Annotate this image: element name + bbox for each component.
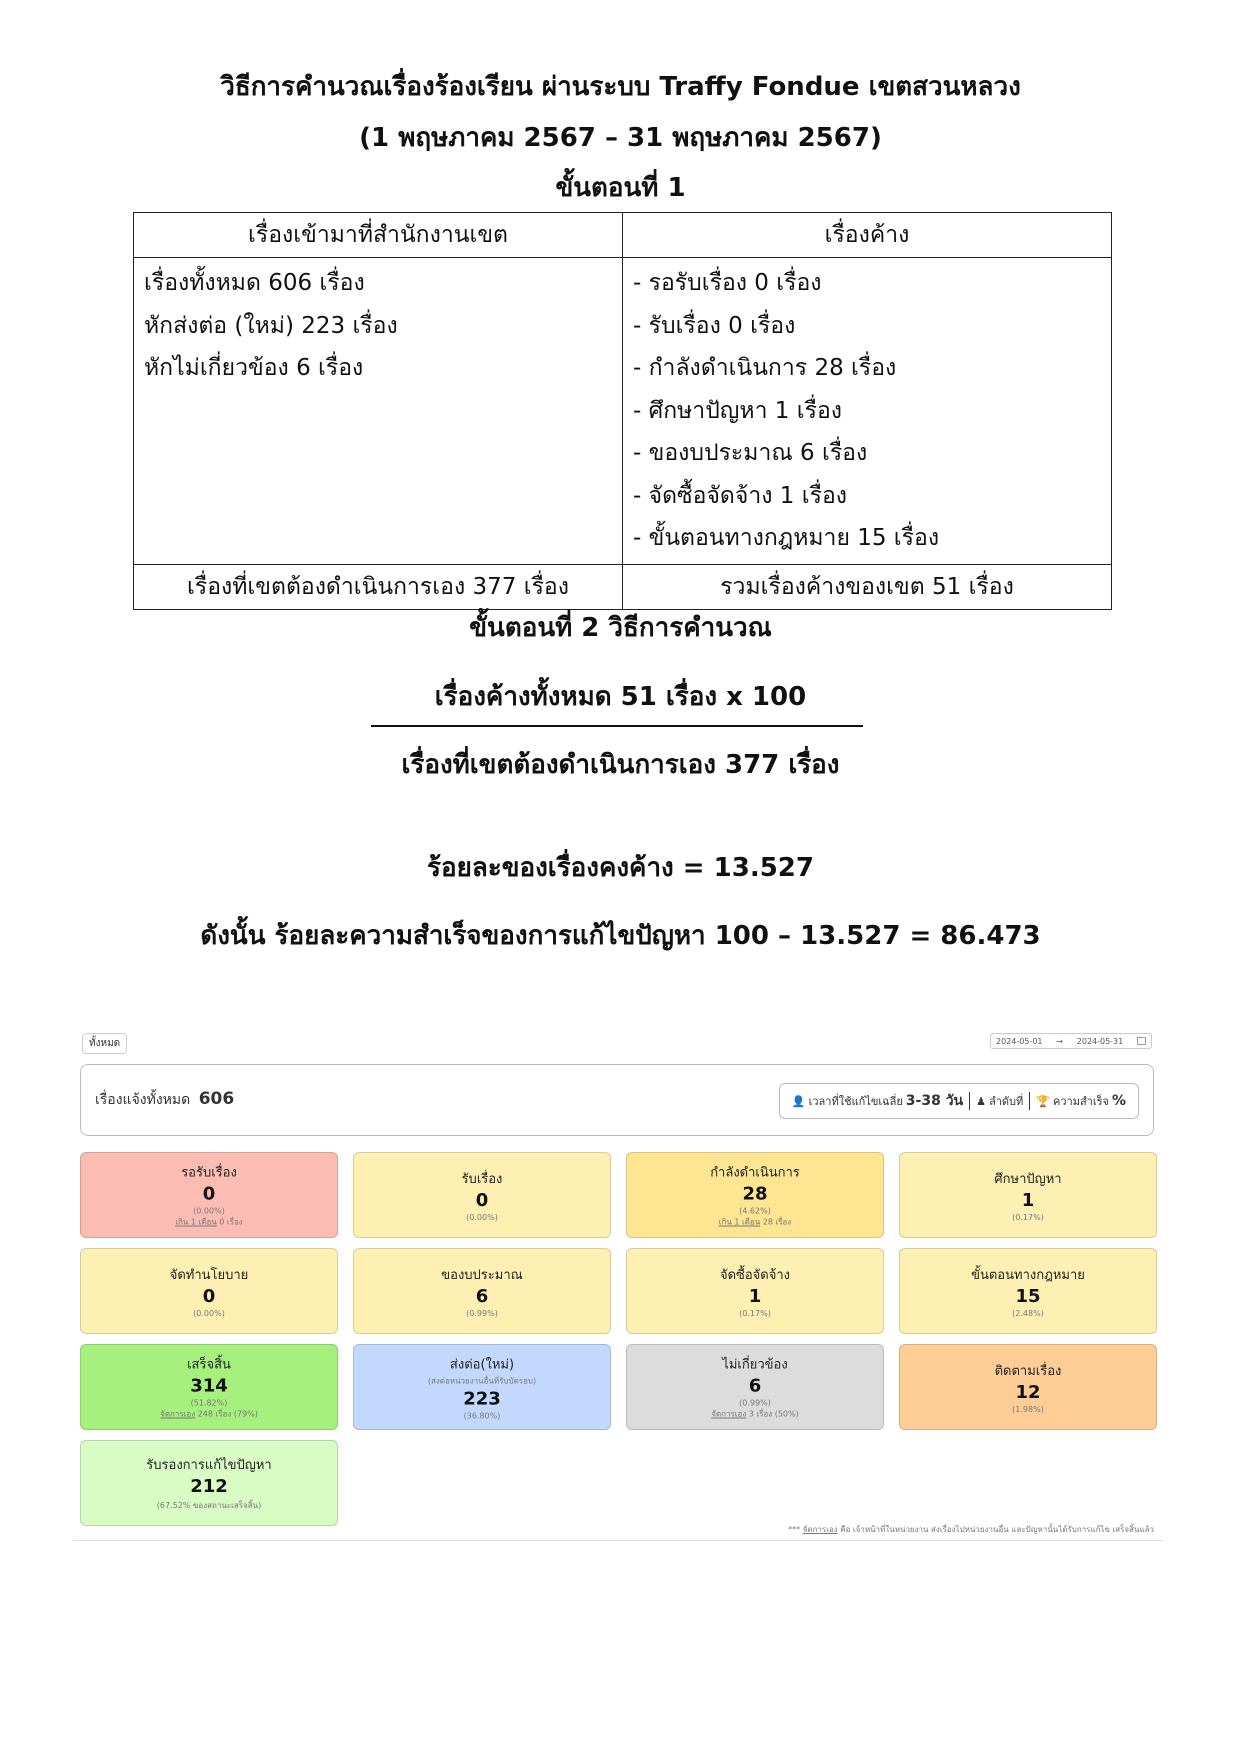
total-reports xyxy=(95,1089,234,1111)
card-sub-count: 3 เรื่อง (50%) xyxy=(748,1409,799,1419)
card-value: 28 xyxy=(742,1183,768,1205)
card-value: 6 xyxy=(748,1375,762,1397)
status-card[interactable] xyxy=(899,1152,1157,1238)
card-title: จัดซื้อจัดจ้าง xyxy=(719,1268,790,1283)
card-title: รับเรื่อง xyxy=(461,1172,503,1187)
card-title: ติดตามเรื่อง xyxy=(994,1364,1062,1379)
card-percent: (1.98%) xyxy=(1012,1405,1044,1414)
card-title: ขั้นตอนทางกฎหมาย xyxy=(971,1268,1085,1283)
card-sub-link[interactable]: เกิน 1 เดือน xyxy=(718,1217,761,1227)
date-from: 2024-05-01 xyxy=(996,1036,1043,1046)
date-separator: → xyxy=(1056,1036,1063,1046)
total-label: เรื่องแจ้งทั้งหมด xyxy=(95,1092,191,1108)
card-sub-count: 248 เรื่อง (79%) xyxy=(197,1409,258,1419)
status-card[interactable] xyxy=(80,1440,338,1526)
card-value: 15 xyxy=(1015,1286,1041,1307)
pending-line: - รับเรื่อง 0 เรื่อง xyxy=(633,312,796,339)
status-card[interactable] xyxy=(80,1344,338,1430)
card-value: 223 xyxy=(463,1388,501,1410)
card-note: (ส่งต่อหน่วยงานอื่นที่รับบัตรอบ) xyxy=(427,1376,537,1386)
card-title: จัดทำนโยบาย xyxy=(169,1268,249,1283)
card-content xyxy=(627,1354,883,1421)
card-value: 0 xyxy=(202,1183,216,1205)
card-percent: (4.62%) xyxy=(739,1206,771,1216)
card-title: เสร็จสิ้น xyxy=(187,1357,231,1373)
status-card[interactable] xyxy=(899,1344,1157,1430)
avg-time-value: 3-38 วัน xyxy=(905,1093,964,1109)
status-card[interactable] xyxy=(626,1248,884,1334)
pending-cell xyxy=(623,258,1112,565)
footnote-link[interactable]: จัดการเอง xyxy=(802,1525,838,1534)
status-card[interactable] xyxy=(353,1248,611,1334)
card-title: ของบประมาณ xyxy=(441,1268,523,1283)
status-card[interactable] xyxy=(353,1344,611,1430)
status-card[interactable] xyxy=(626,1344,884,1430)
card-title: ไม่เกี่ยวข้อง xyxy=(722,1357,788,1373)
card-value: 212 xyxy=(190,1476,228,1497)
card-sub-count: 0 เรื่อง xyxy=(219,1217,243,1227)
status-card[interactable] xyxy=(80,1152,338,1238)
pending-line: - กำลังดำเนินการ 28 เรื่อง xyxy=(633,355,897,381)
calendar-icon xyxy=(1137,1037,1146,1045)
footnote-text: คือ เจ้าหน้าที่ในหน่วยงาน ส่งเรื่องไปหน่วยงานอื่น และปัญหานั้นได้รับการแก้ไข เสร็จสิ้นแล้ว xyxy=(840,1525,1154,1534)
user-icon: 👤 xyxy=(791,1094,806,1108)
date-range-picker[interactable] xyxy=(990,1033,1152,1049)
card-title: ส่งต่อ(ใหม่) xyxy=(449,1357,515,1373)
success-metric xyxy=(1029,1092,1132,1110)
incoming-line: เรื่องทั้งหมด 606 เรื่อง xyxy=(144,270,365,296)
step1-table xyxy=(133,212,1112,610)
card-content xyxy=(627,1264,883,1318)
success-value: % xyxy=(1111,1093,1126,1109)
card-subtext xyxy=(627,1408,883,1421)
card-percent: (36.80%) xyxy=(463,1411,501,1421)
card-value: 1 xyxy=(1021,1190,1035,1211)
dashboard-screenshot xyxy=(78,1030,1158,1550)
card-content xyxy=(900,1360,1156,1414)
card-percent: (0.00%) xyxy=(193,1309,225,1318)
card-sub-link[interactable]: เกิน 1 เดือน xyxy=(175,1217,217,1227)
card-sub-count: 28 เรื่อง xyxy=(762,1217,792,1227)
card-value: 314 xyxy=(190,1375,228,1397)
card-content xyxy=(627,1162,883,1229)
divider xyxy=(73,1540,1163,1541)
card-value: 0 xyxy=(202,1286,216,1307)
summary-bar xyxy=(80,1064,1154,1136)
pending-line: - ศึกษาปัญหา 1 เรื่อง xyxy=(633,397,842,424)
rank-icon: ♟ xyxy=(976,1094,986,1108)
card-content xyxy=(900,1168,1156,1222)
card-value: 0 xyxy=(475,1190,489,1211)
self-handled-total: เรื่องที่เขตต้องดำเนินการเอง 377 เรื่อง xyxy=(134,564,623,609)
card-value: 12 xyxy=(1015,1382,1041,1403)
card-content xyxy=(354,1168,610,1222)
rank-label: ลำดับที่ xyxy=(989,1095,1024,1108)
incoming-cell xyxy=(134,258,623,565)
card-percent: (0.00%) xyxy=(193,1206,225,1216)
pending-percentage: ร้อยละของเรื่องคงค้าง = 13.527 xyxy=(427,853,814,883)
card-content xyxy=(354,1264,610,1318)
rank-metric xyxy=(969,1092,1029,1110)
card-subtext xyxy=(627,1216,883,1229)
pending-line: - ขั้นตอนทางกฎหมาย 15 เรื่อง xyxy=(633,525,940,551)
card-subtext xyxy=(81,1408,337,1421)
pending-line: - รอรับเรื่อง 0 เรื่อง xyxy=(633,270,822,296)
status-card[interactable] xyxy=(353,1152,611,1238)
footnote xyxy=(788,1523,1154,1536)
card-value: 6 xyxy=(475,1286,489,1307)
card-content xyxy=(81,1454,337,1512)
status-card[interactable] xyxy=(899,1248,1157,1334)
document-date-range: (1 พฤษภาคม 2567 – 31 พฤษภาคม 2567) xyxy=(359,123,882,153)
incoming-line: หักส่งต่อ (ใหม่) 223 เรื่อง xyxy=(144,312,398,339)
status-card[interactable] xyxy=(80,1248,338,1334)
card-content xyxy=(900,1264,1156,1318)
document-title: วิธีการคำนวณเรื่องร้องเรียน ผ่านระบบ Traffy Fondue เขตสวนหลวง xyxy=(220,72,1021,102)
avg-time-label: เวลาที่ใช้แก้ไขเฉลี่ย xyxy=(808,1095,903,1108)
card-percent: (67.52% ของสถานะเสร็จสิ้น) xyxy=(156,1501,262,1510)
card-percent: (0.99%) xyxy=(466,1309,498,1318)
incoming-line: หักไม่เกี่ยวข้อง 6 เรื่อง xyxy=(144,355,364,381)
card-sub-link[interactable]: จัดการเอง xyxy=(160,1409,196,1419)
success-label: ความสำเร็จ xyxy=(1053,1095,1109,1108)
pending-header: เรื่องค้าง xyxy=(623,213,1112,258)
step2-heading: ขั้นตอนที่ 2 วิธีการคำนวณ xyxy=(469,613,772,643)
card-percent: (0.17%) xyxy=(739,1309,771,1318)
metrics-panel xyxy=(779,1083,1139,1119)
fraction-numerator: เรื่องค้างทั้งหมด 51 เรื่อง x 100 xyxy=(434,682,807,712)
pending-line: - จัดซื้อจัดจ้าง 1 เรื่อง xyxy=(633,482,847,509)
pending-total: รวมเรื่องค้างของเขต 51 เรื่อง xyxy=(623,564,1112,609)
card-title: รอรับเรื่อง xyxy=(181,1165,237,1181)
incoming-header: เรื่องเข้ามาที่สำนักงานเขต xyxy=(134,213,623,258)
step1-heading: ขั้นตอนที่ 1 xyxy=(555,173,686,203)
avg-time-metric xyxy=(786,1090,969,1112)
card-content xyxy=(81,1264,337,1318)
total-value: 606 xyxy=(198,1089,235,1109)
trophy-icon: 🏆 xyxy=(1036,1094,1050,1108)
card-subtext xyxy=(81,1216,337,1229)
success-percentage: ดังนั้น ร้อยละความสำเร็จของการแก้ไขปัญหา 100 – 13.527 = 86.473 xyxy=(200,921,1041,951)
card-percent: (0.17%) xyxy=(1012,1213,1044,1222)
date-to: 2024-05-31 xyxy=(1076,1036,1124,1046)
card-content xyxy=(81,1162,337,1229)
card-percent: (0.00%) xyxy=(466,1213,498,1222)
all-filter-button[interactable]: ทั้งหมด xyxy=(82,1033,127,1054)
card-title: ศึกษาปัญหา xyxy=(994,1172,1062,1187)
card-sub-link[interactable]: จัดการเอง xyxy=(711,1409,747,1419)
card-percent: (51.82%) xyxy=(190,1398,228,1408)
pending-line: - ของบประมาณ 6 เรื่อง xyxy=(633,440,868,466)
card-title: รับรองการแก้ไขปัญหา xyxy=(146,1458,272,1473)
fraction-denominator: เรื่องที่เขตต้องดำเนินการเอง 377 เรื่อง xyxy=(401,750,840,780)
card-content xyxy=(81,1354,337,1421)
card-value: 1 xyxy=(748,1286,762,1307)
card-percent: (2.48%) xyxy=(1012,1309,1044,1318)
footnote-prefix: *** xyxy=(788,1525,801,1534)
fraction-line xyxy=(371,725,863,727)
status-card[interactable] xyxy=(626,1152,884,1238)
card-title: กำลังดำเนินการ xyxy=(710,1165,800,1181)
card-content xyxy=(354,1354,610,1421)
card-percent: (0.99%) xyxy=(739,1398,771,1408)
